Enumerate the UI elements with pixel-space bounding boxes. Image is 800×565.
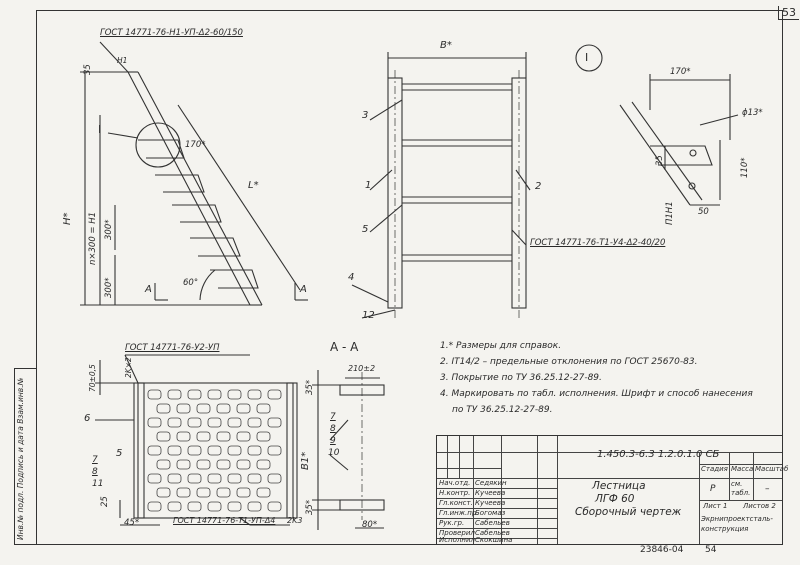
perforation-hole: [237, 404, 250, 413]
perforation-hole: [188, 446, 201, 455]
perforation-hole: [188, 390, 201, 399]
pos-2: 2: [535, 181, 542, 192]
mass-val: см. табл.: [731, 480, 751, 497]
perforation-hole: [168, 390, 181, 399]
perforation-hole: [257, 488, 270, 497]
col-scale: Масштаб: [755, 465, 789, 473]
perforation-hole: [248, 418, 261, 427]
dim-170-main: 170*: [185, 140, 206, 150]
detail-dim-110: 110*: [740, 157, 750, 178]
perforation-hole: [208, 446, 221, 455]
note-4-cont: по ТУ 36.25.12-27-89.: [452, 405, 553, 415]
gost-top-label: ГОСТ 14771-76-Н1-УП-Δ2-60/150: [100, 28, 243, 38]
perforation-hole: [177, 404, 190, 413]
sheets-total: Листов 2: [743, 502, 776, 510]
perforation-hole: [228, 474, 241, 483]
title-name-3: Сборочный чертеж: [575, 506, 682, 518]
angle-60: 60°: [183, 278, 199, 288]
dim-300-mid: 300*: [104, 219, 114, 240]
marker-I: I: [98, 123, 102, 136]
person-4: Сабельев: [475, 519, 510, 527]
role-0: Нач.отд.: [439, 479, 471, 487]
perforation-hole: [148, 502, 161, 511]
person-0: Седякин: [475, 479, 507, 487]
drawing-notes: [440, 338, 753, 418]
dim-25: 25: [100, 496, 110, 507]
perforation-hole: [217, 488, 230, 497]
page-number: 53: [778, 6, 799, 20]
perforation-hole: [188, 418, 201, 427]
person-6: Скокшина: [475, 536, 513, 544]
dim-35-main: 35: [83, 64, 93, 75]
pos-4: 4: [348, 272, 355, 283]
perforation-hole: [268, 390, 281, 399]
perforation-hole: [208, 474, 221, 483]
step-pos-11: 11: [92, 479, 104, 489]
note-4: 4. Маркировать по табл. исполнения. Шрифт и способ нанесения: [440, 389, 753, 399]
perforation-hole: [257, 460, 270, 469]
perforation-hole: [168, 446, 181, 455]
step-pos-5: 5: [116, 448, 123, 459]
role-6: Исполнил: [439, 536, 476, 544]
perforation-hole: [257, 404, 270, 413]
perforation-hole: [248, 446, 261, 455]
pos-5: 5: [362, 224, 369, 235]
scale-val: –: [765, 484, 770, 494]
perforation-hole: [188, 502, 201, 511]
perforation-hole: [208, 502, 221, 511]
perforation-hole: [197, 432, 210, 441]
perforation-hole: [188, 474, 201, 483]
note-3: 3. Покрытие по ТУ 36.25.12-27-89.: [440, 373, 602, 383]
gost-step-label: ГОСТ 14771-76-У2-УП: [125, 343, 220, 353]
dim-L: L*: [248, 180, 259, 191]
perforation-hole: [257, 432, 270, 441]
org-name: Экрнипроектсталь-конструкция: [701, 515, 773, 533]
perforation-hole: [168, 474, 181, 483]
pos-3: 3: [362, 110, 369, 121]
perforation-hole: [208, 418, 221, 427]
dim-H: H*: [62, 212, 73, 225]
detail-dim-35: 35: [655, 155, 665, 166]
perforation-hole: [228, 502, 241, 511]
title-name-1: Лестница: [592, 480, 646, 492]
perforation-hole: [157, 432, 170, 441]
perforation-hole: [217, 432, 230, 441]
perforation-hole: [268, 502, 281, 511]
perforation-hole: [237, 488, 250, 497]
perforation-hole: [237, 460, 250, 469]
perforation-hole: [148, 390, 161, 399]
person-2: Кучеева: [475, 499, 506, 507]
perforation-hole: [197, 488, 210, 497]
person-3: Богомаз: [475, 509, 506, 517]
title-name-2: ЛГФ 60: [595, 493, 635, 505]
dim-300-low: 300*: [104, 277, 114, 298]
detail-dim-n1: П1Н1: [665, 201, 675, 225]
section-pos-7: 7: [330, 412, 336, 422]
dim-2k3: 2K3: [287, 516, 303, 525]
detail-dim-170: 170*: [670, 67, 691, 77]
perforation-hole: [208, 390, 221, 399]
note-2: 2. IT14/2 – предельные отклонения по ГОСТ 25670-83.: [440, 357, 698, 367]
dim-45: 45*: [124, 518, 140, 528]
role-4: Рук.гр.: [439, 519, 465, 527]
section-AA-title: А - А: [330, 340, 359, 354]
gost-weld-label: ГОСТ 14771-76-Т1-У4-Δ2-40/20: [530, 238, 666, 248]
perforation-hole: [228, 390, 241, 399]
perforation-hole: [268, 446, 281, 455]
role-2: Гл.конст.: [439, 499, 473, 507]
role-5: Проверил: [439, 529, 475, 537]
dim-210: 210±2: [348, 364, 376, 373]
role-1: Н.контр.: [439, 489, 471, 497]
stage-val: Р: [710, 484, 716, 494]
sheet-number-bottom: 23846-04: [640, 545, 684, 555]
dim-2kx2: 2K×2: [124, 357, 133, 378]
perforation-hole: [148, 474, 161, 483]
dim-70: 70±0,5: [88, 364, 97, 392]
section-A-left: A: [145, 284, 152, 295]
dim-80: 80*: [362, 520, 378, 530]
dim-h1-top: H1: [117, 56, 128, 65]
perforation-hole: [248, 502, 261, 511]
perforation-hole: [248, 390, 261, 399]
step-pos-8: 8: [92, 467, 98, 477]
pos-1: 1: [365, 180, 372, 191]
side-strip-text: Инв.№ подл. Подпись и дата Взам.инв.№: [16, 377, 25, 540]
perforation-hole: [217, 460, 230, 469]
perforation-hole: [157, 488, 170, 497]
title-block: [436, 435, 789, 544]
perforation-hole: [157, 460, 170, 469]
note-1: 1.* Размеры для справок.: [440, 341, 562, 351]
perforation-hole: [177, 432, 190, 441]
page-bottom: 54: [705, 545, 717, 555]
section-A-right: A: [300, 284, 307, 295]
perforation-hole: [237, 432, 250, 441]
perforation-hole: [217, 404, 230, 413]
person-5: Сабельев: [475, 529, 510, 537]
section-pos-9: 9: [330, 436, 336, 446]
perforation-hole: [177, 460, 190, 469]
detail-dim-phi: ϕ13*: [742, 108, 763, 118]
perforation-hole: [268, 418, 281, 427]
perforation-hole: [177, 488, 190, 497]
perforation-hole: [168, 502, 181, 511]
person-1: Кучеева: [475, 489, 506, 497]
dim-B: B*: [440, 40, 452, 51]
dim-nx300: n×300 = H1: [88, 211, 98, 265]
gost-step-bottom: ГОСТ 14771-76-Т1-УП-Δ4: [173, 516, 276, 525]
dim-B1: B1*: [300, 451, 311, 470]
sheet-no: Лист 1: [703, 502, 728, 510]
dim-35-section-top: 35*: [305, 379, 315, 395]
section-pos-10: 10: [328, 448, 340, 458]
col-stage: Стадия: [701, 465, 728, 473]
perforation-hole: [268, 474, 281, 483]
perforation-hole: [168, 418, 181, 427]
perforation-hole: [148, 418, 161, 427]
pos-12: 12: [362, 310, 375, 321]
section-pos-8: 8: [330, 424, 336, 434]
role-3: Гл.инж.пр.: [439, 509, 479, 517]
perforation-hole: [248, 474, 261, 483]
detail-dim-50: 50: [698, 207, 709, 217]
doc-code: 1.450.3-6.3 1.2.0.1.0 СБ: [597, 449, 720, 460]
dim-35-section-bottom: 35*: [305, 499, 315, 515]
step-pos-6: 6: [84, 413, 91, 424]
perforation-hole: [228, 418, 241, 427]
perforation-hole: [197, 404, 210, 413]
perforation-hole: [148, 446, 161, 455]
perforation-hole: [157, 404, 170, 413]
col-mass: Масса: [731, 465, 754, 473]
detail-I-label: I: [585, 51, 589, 64]
step-pos-7: 7: [92, 455, 98, 465]
perforation-hole: [228, 446, 241, 455]
perforation-hole: [197, 460, 210, 469]
